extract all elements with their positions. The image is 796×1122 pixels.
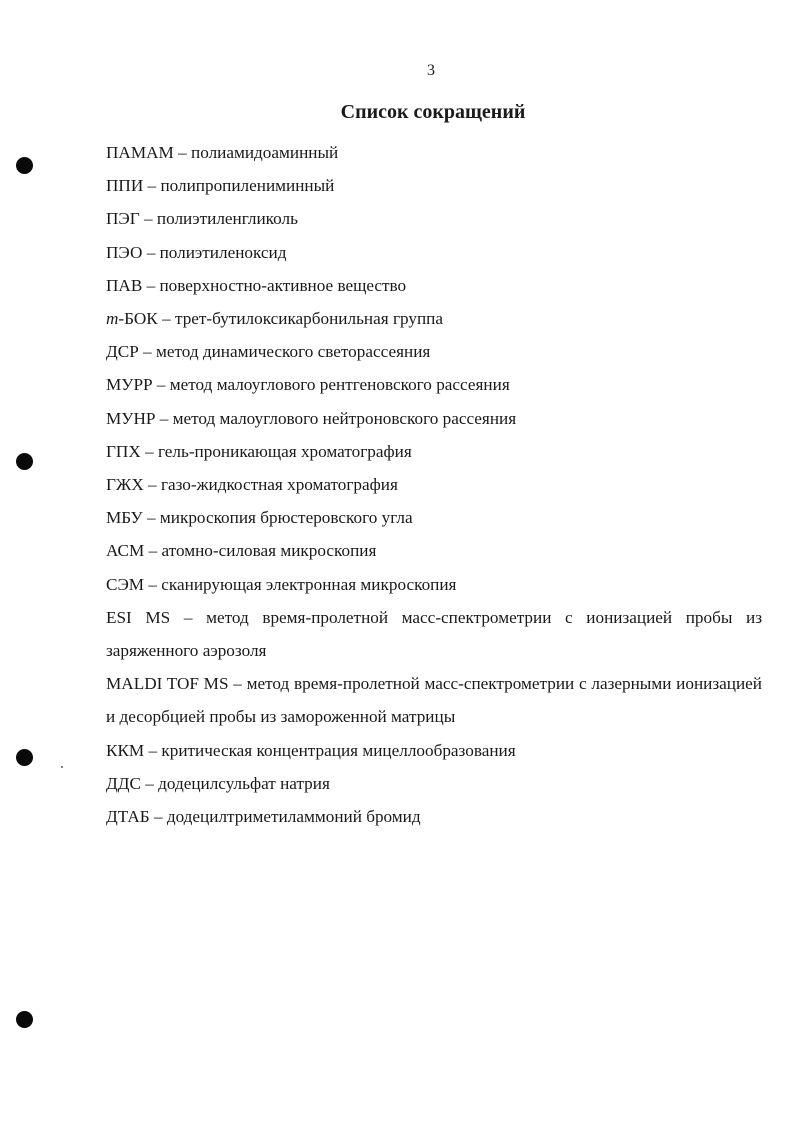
abbreviation-definition: метод малоуглового рентгеновского рассеяния [169,375,510,395]
punch-hole-3 [16,749,33,766]
scan-speck [61,766,63,768]
abbreviation-term: ДТАБ [106,807,150,827]
abbreviation-term: ПЭГ [106,209,140,229]
list-item: ДТАБ – додецилтриметиламмоний бромид [106,807,421,827]
abbreviation-definition: гель-проникающая хроматография [157,441,412,461]
abbreviation-definition: газо-жидкостная хроматография [160,475,398,495]
abbreviation-definition: додецилсульфат натрия [158,773,330,793]
abbreviation-term: ГЖХ [106,475,144,495]
abbreviation-term: ППИ [106,176,144,196]
abbreviation-definition: метод время-пролетной масс-спектрометрии с ионизацией пробы из заряженного аэрозоля [106,607,763,661]
abbreviation-definition: трет-бутилоксикарбонильная группа [174,309,443,329]
page-title: Список сокращений [340,101,526,123]
abbreviation-term: ПАВ [106,275,143,295]
abbreviation-definition: полипропилениминный [160,176,335,196]
abbreviation-term: СЭМ [106,574,145,594]
abbreviation-term: ГПХ [106,441,141,461]
punch-hole-2 [16,453,33,470]
list-item: ГЖХ – газо-жидкостная хроматография [106,475,398,495]
list-item: ПАМАМ – полиамидоаминный [106,143,339,162]
list-item: ДСР – метод динамического светорассеяния [106,342,431,362]
abbreviation-definition: полиэтиленгликоль [156,209,298,229]
abbreviation-definition: полиэтиленоксид [159,242,287,262]
abbreviation-definition: додецилтриметиламмоний бромид [166,807,421,827]
abbreviation-definition: атомно-силовая микроскопия [161,541,377,561]
abbreviation-definition: поверхностно-активное вещество [159,275,407,295]
list-item: СЭМ – сканирующая электронная микроскопия [106,574,457,594]
abbreviation-definition: метод малоуглового нейтроновского рассеяния [172,408,517,428]
abbreviation-definition: полиамидоаминный [191,143,339,162]
abbreviation-term: ESI MS [106,607,171,627]
list-item: т-БОК – трет-бутилоксикарбонильная группа [106,309,443,329]
abbreviation-definition: микроскопия брюстеровского угла [159,508,413,528]
list-item: МБУ – микроскопия брюстеровского угла [106,508,413,528]
abbreviation-term: МУРР [106,375,153,395]
punch-hole-4 [16,1011,33,1028]
abbreviation-definition: метод время-пролетной масс-спектрометрии с лазерными ионизацией и десорбцией пробы из замороженной матрицы [106,674,762,727]
list-item: АСМ – атомно-силовая микроскопия [106,541,377,561]
list-item: МУНР – метод малоуглового нейтроновского рассеяния [106,408,517,428]
abbreviation-term: МБУ [106,508,143,528]
abbreviation-term: АСМ [106,541,145,561]
list-item: ESI MS – метод время-пролетной масс-спектрометрии с ионизацией пробы из заряженного аэрозоля [106,607,763,661]
abbreviation-definition: критическая концентрация мицеллообразования [161,740,516,760]
abbreviation-definition: сканирующая электронная микроскопия [161,574,457,594]
list-item: ДДС – додецилсульфат натрия [106,773,330,793]
abbreviation-term: ДДС [106,773,141,793]
abbreviation-term: МУНР [106,408,156,428]
list-item: МУРР – метод малоуглового рентгеновского рассеяния [106,375,510,395]
punch-hole-1 [16,157,33,174]
abbreviation-term: ПЭО [106,242,143,262]
list-item: ККМ – критическая концентрация мицеллообразования [106,740,516,760]
list-item: ПАВ – поверхностно-активное вещество [106,275,407,295]
abbreviation-term: MALDI TOF MS [106,674,229,694]
abbreviation-term: т-БОК [106,309,158,329]
abbreviation-definition: метод динамического светорассеяния [155,342,431,362]
abbreviation-term: ККМ [106,740,145,760]
abbreviation-term: ПАМАМ [106,143,174,162]
abbreviation-list [106,136,762,833]
list-item: ПЭО – полиэтиленоксид [106,242,287,262]
abbreviation-term: ДСР [106,342,139,362]
page-number: 3 [427,62,435,79]
list-item: ГПХ – гель-проникающая хроматография [106,441,412,461]
list-item: MALDI TOF MS – метод время-пролетной масс-спектрометрии с лазерными ионизацией и десорбцией пробы из замороженной матрицы [106,674,762,727]
list-item: ППИ – полипропилениминный [106,176,335,196]
list-item: ПЭГ – полиэтиленгликоль [106,209,298,229]
